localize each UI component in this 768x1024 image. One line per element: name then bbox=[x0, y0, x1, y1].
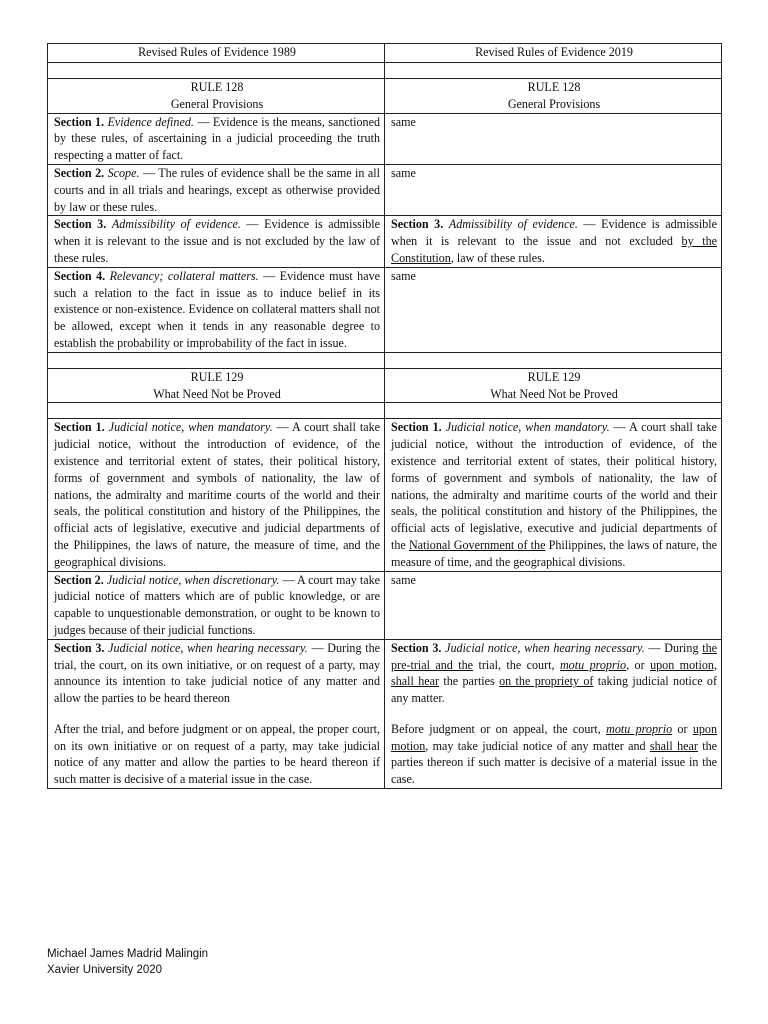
rule-title: RULE 129 bbox=[527, 369, 581, 384]
rule128-left-title-cell bbox=[48, 79, 385, 114]
section-body: — A court shall take judicial notice, without the introduction of evidence, of the existence and territorial extent of states, their political history, forms of government and symbols of nationality, the law of nations, the admiralty and maritime courts of the world and their seals, the political constitution and history of the Philippines, the official acts of legislative, executive and judicial departments of the bbox=[391, 420, 717, 552]
spacer-row bbox=[48, 403, 722, 419]
same-note: same bbox=[391, 165, 416, 180]
section-body: or bbox=[672, 721, 693, 736]
section-body: — A court may take judicial notice of matters which are of public knowledge, or are capable to unquestionable demonstration, or ought to be known to judges because of their judicial functions. bbox=[54, 572, 380, 637]
r129-s2-1989 bbox=[48, 571, 385, 639]
table-row bbox=[48, 113, 722, 164]
section-body: — Evidence is admissible when it is relevant to the issue and is not excluded by the law of these rules. bbox=[54, 217, 380, 265]
table-row bbox=[48, 571, 722, 639]
same-note: same bbox=[391, 268, 416, 283]
header-1989: Revised Rules of Evidence 1989 bbox=[48, 44, 385, 63]
paragraph bbox=[391, 721, 717, 788]
r128-s2-1989 bbox=[48, 164, 385, 215]
section-body: — Evidence is the means, sanctioned by these rules, of ascertaining in a judicial proceeding the truth respecting a matter of fact. bbox=[54, 114, 380, 163]
section-label: Section 3. bbox=[54, 640, 105, 655]
r128-s2-2019 bbox=[385, 164, 722, 215]
same-note: same bbox=[391, 114, 416, 129]
section-heading: Evidence defined. bbox=[107, 114, 194, 129]
amendment-text: on the propriety of bbox=[499, 674, 594, 689]
spacer-row bbox=[48, 63, 722, 79]
paragraph: After the trial, and before judgment or on appeal, the proper court, on its own initiative or on request of a party, may take judicial notice of any matter and allow the parties to be heard thereon if such matter is decisive of a material issue in the case. bbox=[54, 721, 380, 787]
amendment-text: upon motion bbox=[391, 721, 717, 753]
r128-s3-2019 bbox=[385, 216, 722, 267]
section-label: Section 1. bbox=[391, 420, 442, 435]
amendment-text: motu proprio bbox=[606, 721, 673, 736]
section-body: — The rules of evidence shall be the same in all courts and in all trials and hearings, except as otherwise provided by law or these rules. bbox=[54, 165, 380, 214]
section-label: Section 1. bbox=[54, 114, 105, 129]
spacer-row bbox=[48, 352, 722, 368]
section-heading: Judicial notice, when discretionary. bbox=[106, 572, 280, 587]
rule128-right-title-cell bbox=[385, 79, 722, 114]
r128-s3-1989 bbox=[48, 216, 385, 267]
amendment-text: the pre-trial and the bbox=[391, 640, 717, 672]
table-row bbox=[48, 164, 722, 215]
section-body: trial, the court, bbox=[473, 657, 560, 672]
amendment-text: by the Constitution bbox=[391, 234, 717, 265]
amendment-text: National Government of the bbox=[408, 537, 546, 552]
r128-s4-1989 bbox=[48, 267, 385, 352]
rule129-title-row bbox=[48, 368, 722, 403]
section-label: Section 3. bbox=[54, 217, 107, 232]
section-body: — During the trial, the court, on its own initiative, or on request of a party, may announce its intention to take judicial notice of any matter and allow the parties to be heard thereon bbox=[54, 640, 381, 706]
section-body: — A court shall take judicial notice, without the introduction of evidence, of the existence and territorial extent of states, their political history, forms of government and symbols of nationality, the law of nations, the admiralty and maritime courts of the world and their seals, the political constitution and history of the Philippines, the official acts of legislative, executive and judicial departments of the Philippines, the laws of nature, the measure of time, and the geographical divisions. bbox=[54, 420, 380, 569]
rule129-right-title-cell bbox=[385, 368, 722, 403]
section-heading: Judicial notice, when hearing necessary. bbox=[108, 640, 308, 655]
section-body: the parties bbox=[439, 674, 500, 689]
section-label: Section 2. bbox=[54, 165, 105, 180]
r128-s1-2019 bbox=[385, 113, 722, 164]
section-label: Section 1. bbox=[54, 420, 105, 435]
rule129-left-title-cell bbox=[48, 368, 385, 403]
section-label: Section 2. bbox=[54, 572, 104, 587]
section-body: , may take judicial notice of any matter and bbox=[425, 738, 650, 753]
table-row bbox=[48, 216, 722, 267]
section-body: the parties thereon if such matter is decisive of a material issue in the case. bbox=[391, 738, 717, 787]
section-heading: Judicial notice, when mandatory. bbox=[108, 420, 273, 435]
same-note: same bbox=[391, 572, 416, 587]
amendment-text: motu proprio bbox=[559, 657, 627, 672]
table-row bbox=[48, 267, 722, 352]
section-body: taking judicial notice of any matter. bbox=[391, 674, 717, 706]
section-body: — During bbox=[644, 640, 703, 655]
section-body: , or bbox=[626, 657, 651, 672]
paragraph bbox=[391, 640, 717, 707]
rule-subtitle: General Provisions bbox=[507, 96, 601, 111]
section-heading: Admissibility of evidence. bbox=[448, 217, 578, 232]
section-heading: Admissibility of evidence. bbox=[111, 217, 241, 232]
section-heading: Relevancy; collateral matters. bbox=[109, 268, 259, 283]
rule-subtitle: What Need Not be Proved bbox=[153, 386, 281, 401]
table-header-row bbox=[48, 44, 722, 63]
section-body: Before judgment or on appeal, the court, bbox=[391, 721, 607, 736]
section-body: — Evidence must have such a relation to the fact in issue as to induce belief in its existence or non-existence. Evidence on collateral matters shall not be allowed, except when it tends in any reasonable degree to establish the probability or improbability of the fact in issue. bbox=[54, 268, 380, 350]
section-label: Section 3. bbox=[391, 640, 442, 655]
section-body: Philippines, the laws of nature, the measure of time, and the geographical divisions. bbox=[391, 537, 717, 569]
rule128-title-row bbox=[48, 79, 722, 114]
r128-s1-1989 bbox=[48, 113, 385, 164]
section-heading: Judicial notice, when hearing necessary. bbox=[445, 640, 645, 655]
r128-s4-2019 bbox=[385, 267, 722, 352]
section-heading: Scope. bbox=[107, 165, 140, 180]
amendment-text: shall hear bbox=[649, 738, 698, 753]
section-label: Section 4. bbox=[54, 268, 106, 283]
footer bbox=[47, 946, 208, 978]
rule-title: RULE 129 bbox=[190, 369, 244, 384]
r129-s3-1989 bbox=[48, 639, 385, 788]
section-heading: Judicial notice, when mandatory. bbox=[445, 420, 610, 435]
section-label: Section 3. bbox=[391, 217, 444, 232]
r129-s1-2019 bbox=[385, 419, 722, 571]
section-body: , law of these rules. bbox=[450, 250, 545, 265]
r129-s2-2019 bbox=[385, 571, 722, 639]
paragraph bbox=[54, 640, 380, 707]
rule-subtitle: What Need Not be Proved bbox=[490, 386, 618, 401]
header-2019: Revised Rules of Evidence 2019 bbox=[385, 44, 722, 63]
footer-author: Michael James Madrid Malingin bbox=[47, 948, 209, 960]
section-body: — Evidence is admissible when it is relevant to the issue and not excluded bbox=[391, 217, 717, 249]
r129-s1-1989 bbox=[48, 419, 385, 571]
footer-institution: Xavier University 2020 bbox=[47, 964, 163, 976]
rule-title: RULE 128 bbox=[527, 80, 581, 94]
r129-s3-2019 bbox=[385, 639, 722, 788]
amendment-text: upon motion, shall hear bbox=[391, 657, 717, 689]
table-row bbox=[48, 419, 722, 571]
rule-subtitle: General Provisions bbox=[170, 96, 264, 111]
table-row bbox=[48, 639, 722, 788]
comparison-table bbox=[47, 43, 722, 789]
rule-title: RULE 128 bbox=[190, 80, 244, 94]
